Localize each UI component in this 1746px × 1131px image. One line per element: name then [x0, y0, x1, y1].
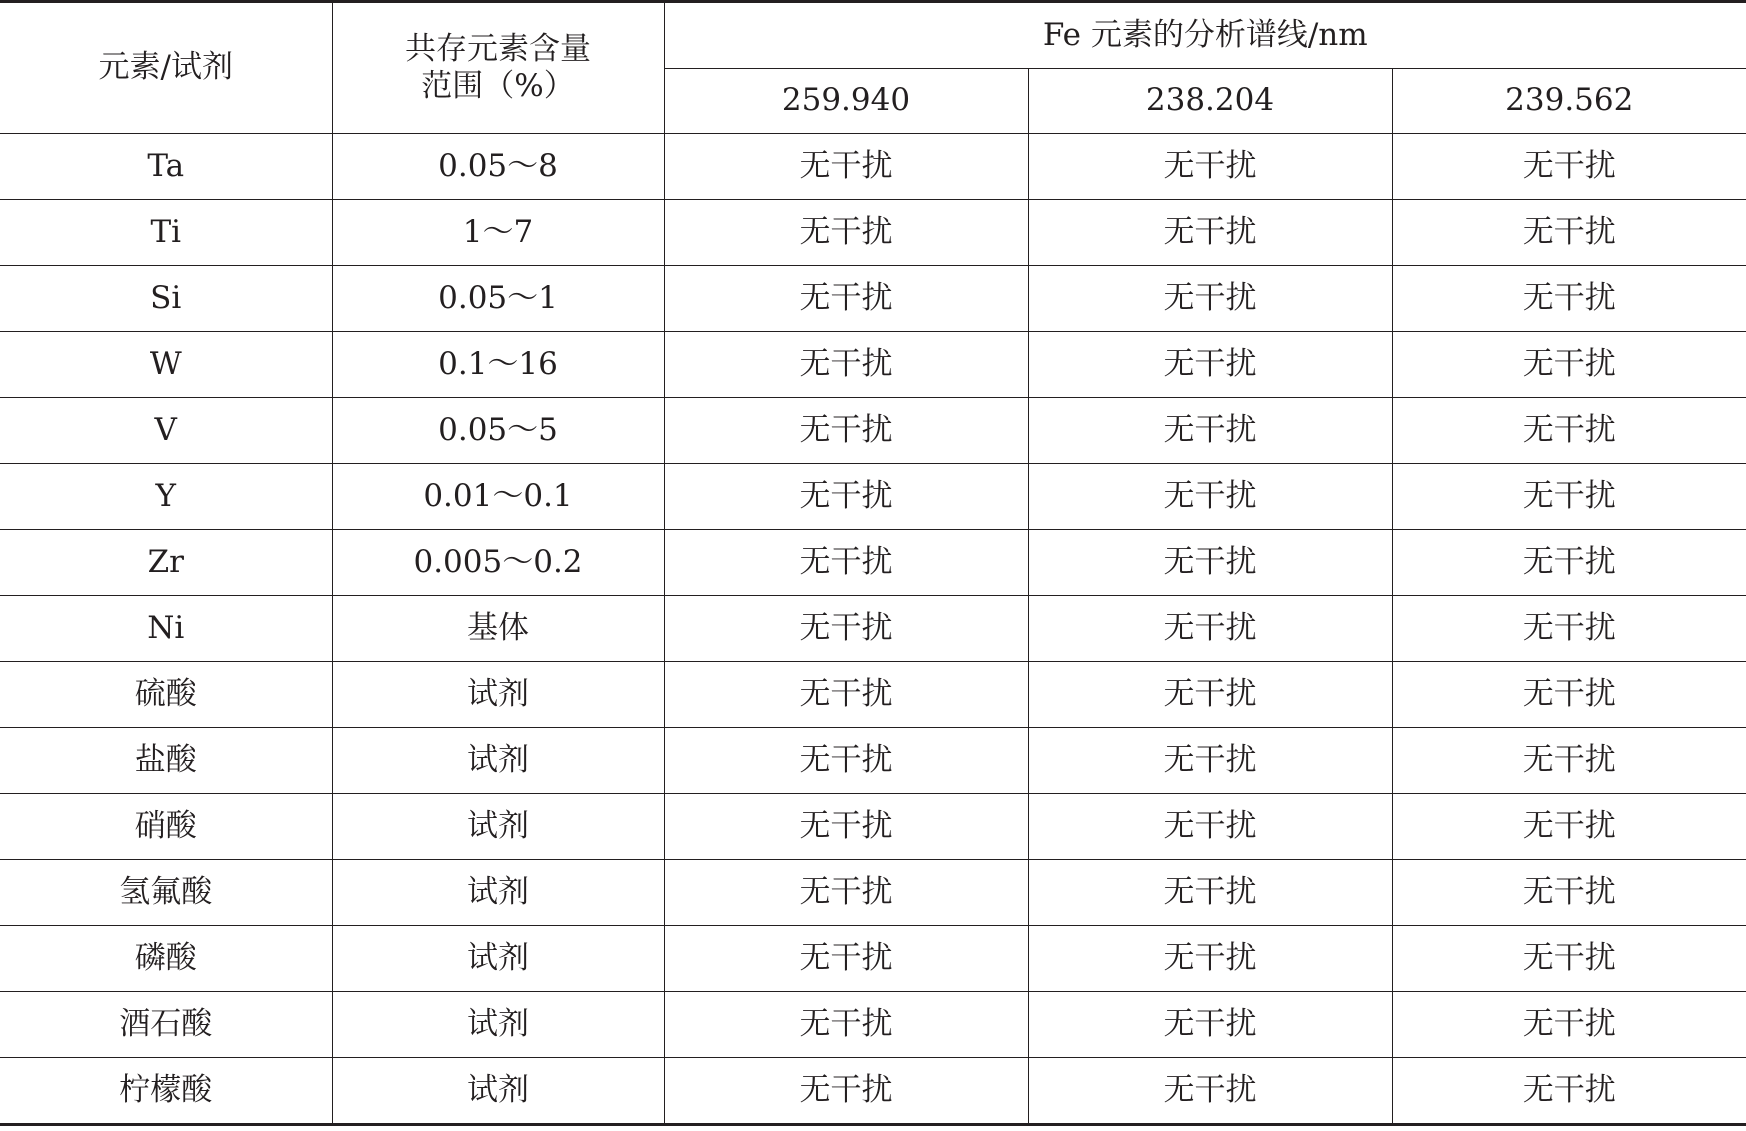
cell-interference-239562: 无干扰	[1392, 794, 1746, 860]
cell-element: Ta	[0, 134, 332, 200]
table-row	[0, 398, 1746, 464]
cell-element: Ti	[0, 200, 332, 266]
cell-interference-259940: 无干扰	[664, 332, 1028, 398]
cell-content-range: 试剂	[332, 926, 664, 992]
cell-interference-259940: 无干扰	[664, 398, 1028, 464]
header-content-range	[332, 2, 664, 134]
table-row	[0, 464, 1746, 530]
cell-interference-239562: 无干扰	[1392, 464, 1746, 530]
table-row	[0, 860, 1746, 926]
header-wavelength: 238.204	[1028, 68, 1392, 134]
cell-element: 酒石酸	[0, 992, 332, 1058]
cell-interference-238204: 无干扰	[1028, 530, 1392, 596]
cell-interference-238204: 无干扰	[1028, 134, 1392, 200]
cell-element: Zr	[0, 530, 332, 596]
cell-content-range: 试剂	[332, 860, 664, 926]
cell-interference-238204: 无干扰	[1028, 464, 1392, 530]
header-wavelength: 239.562	[1392, 68, 1746, 134]
cell-element: 磷酸	[0, 926, 332, 992]
cell-interference-238204: 无干扰	[1028, 200, 1392, 266]
cell-content-range: 试剂	[332, 728, 664, 794]
cell-content-range: 基体	[332, 596, 664, 662]
cell-interference-259940: 无干扰	[664, 464, 1028, 530]
cell-interference-238204: 无干扰	[1028, 266, 1392, 332]
header-content-range-line1: 共存元素含量	[405, 30, 591, 67]
header-content-range-line2: 范围（%）	[421, 68, 575, 104]
cell-interference-259940: 无干扰	[664, 596, 1028, 662]
cell-element: 氢氟酸	[0, 860, 332, 926]
table-header	[0, 2, 1746, 134]
cell-content-range: 0.05～1	[332, 266, 664, 332]
cell-interference-239562: 无干扰	[1392, 860, 1746, 926]
cell-interference-259940: 无干扰	[664, 1058, 1028, 1125]
cell-interference-239562: 无干扰	[1392, 926, 1746, 992]
cell-interference-238204: 无干扰	[1028, 926, 1392, 992]
table-row	[0, 728, 1746, 794]
cell-interference-238204: 无干扰	[1028, 728, 1392, 794]
cell-interference-259940: 无干扰	[664, 860, 1028, 926]
header-element-reagent: 元素/试剂	[0, 2, 332, 134]
table-row	[0, 134, 1746, 200]
cell-content-range: 试剂	[332, 794, 664, 860]
cell-content-range: 试剂	[332, 662, 664, 728]
cell-content-range: 试剂	[332, 992, 664, 1058]
cell-interference-238204: 无干扰	[1028, 398, 1392, 464]
table-row	[0, 596, 1746, 662]
cell-interference-259940: 无干扰	[664, 926, 1028, 992]
cell-interference-238204: 无干扰	[1028, 662, 1392, 728]
cell-content-range: 0.05～5	[332, 398, 664, 464]
cell-interference-239562: 无干扰	[1392, 200, 1746, 266]
cell-interference-259940: 无干扰	[664, 200, 1028, 266]
cell-content-range: 0.1～16	[332, 332, 664, 398]
cell-content-range: 0.05～8	[332, 134, 664, 200]
table-row	[0, 530, 1746, 596]
cell-interference-259940: 无干扰	[664, 266, 1028, 332]
cell-interference-238204: 无干扰	[1028, 1058, 1392, 1125]
cell-element: W	[0, 332, 332, 398]
cell-interference-259940: 无干扰	[664, 992, 1028, 1058]
cell-interference-239562: 无干扰	[1392, 530, 1746, 596]
cell-interference-259940: 无干扰	[664, 134, 1028, 200]
table-row	[0, 266, 1746, 332]
cell-interference-239562: 无干扰	[1392, 596, 1746, 662]
cell-element: 硝酸	[0, 794, 332, 860]
cell-content-range: 试剂	[332, 1058, 664, 1125]
cell-interference-239562: 无干扰	[1392, 728, 1746, 794]
cell-interference-238204: 无干扰	[1028, 332, 1392, 398]
table-row	[0, 992, 1746, 1058]
cell-interference-239562: 无干扰	[1392, 266, 1746, 332]
cell-element: V	[0, 398, 332, 464]
cell-interference-259940: 无干扰	[664, 728, 1028, 794]
cell-interference-239562: 无干扰	[1392, 662, 1746, 728]
cell-interference-238204: 无干扰	[1028, 596, 1392, 662]
header-fe-spectral-lines: Fe 元素的分析谱线/nm	[664, 2, 1746, 69]
header-wavelength: 259.940	[664, 68, 1028, 134]
cell-interference-259940: 无干扰	[664, 530, 1028, 596]
cell-interference-238204: 无干扰	[1028, 794, 1392, 860]
table-row	[0, 1058, 1746, 1125]
cell-element: Y	[0, 464, 332, 530]
cell-content-range: 0.005～0.2	[332, 530, 664, 596]
cell-interference-239562: 无干扰	[1392, 992, 1746, 1058]
table-row	[0, 926, 1746, 992]
cell-interference-259940: 无干扰	[664, 662, 1028, 728]
table-body	[0, 134, 1746, 1125]
cell-interference-239562: 无干扰	[1392, 332, 1746, 398]
table-row	[0, 662, 1746, 728]
cell-interference-238204: 无干扰	[1028, 860, 1392, 926]
cell-interference-259940: 无干扰	[664, 794, 1028, 860]
table-row	[0, 794, 1746, 860]
cell-interference-238204: 无干扰	[1028, 992, 1392, 1058]
cell-element: Ni	[0, 596, 332, 662]
header-row-1	[0, 2, 1746, 69]
cell-element: Si	[0, 266, 332, 332]
table-row	[0, 200, 1746, 266]
cell-element: 硫酸	[0, 662, 332, 728]
cell-element: 盐酸	[0, 728, 332, 794]
cell-content-range: 0.01～0.1	[332, 464, 664, 530]
cell-interference-239562: 无干扰	[1392, 398, 1746, 464]
cell-interference-239562: 无干扰	[1392, 1058, 1746, 1125]
cell-interference-239562: 无干扰	[1392, 134, 1746, 200]
cell-element: 柠檬酸	[0, 1058, 332, 1125]
cell-content-range: 1～7	[332, 200, 664, 266]
table-row	[0, 332, 1746, 398]
